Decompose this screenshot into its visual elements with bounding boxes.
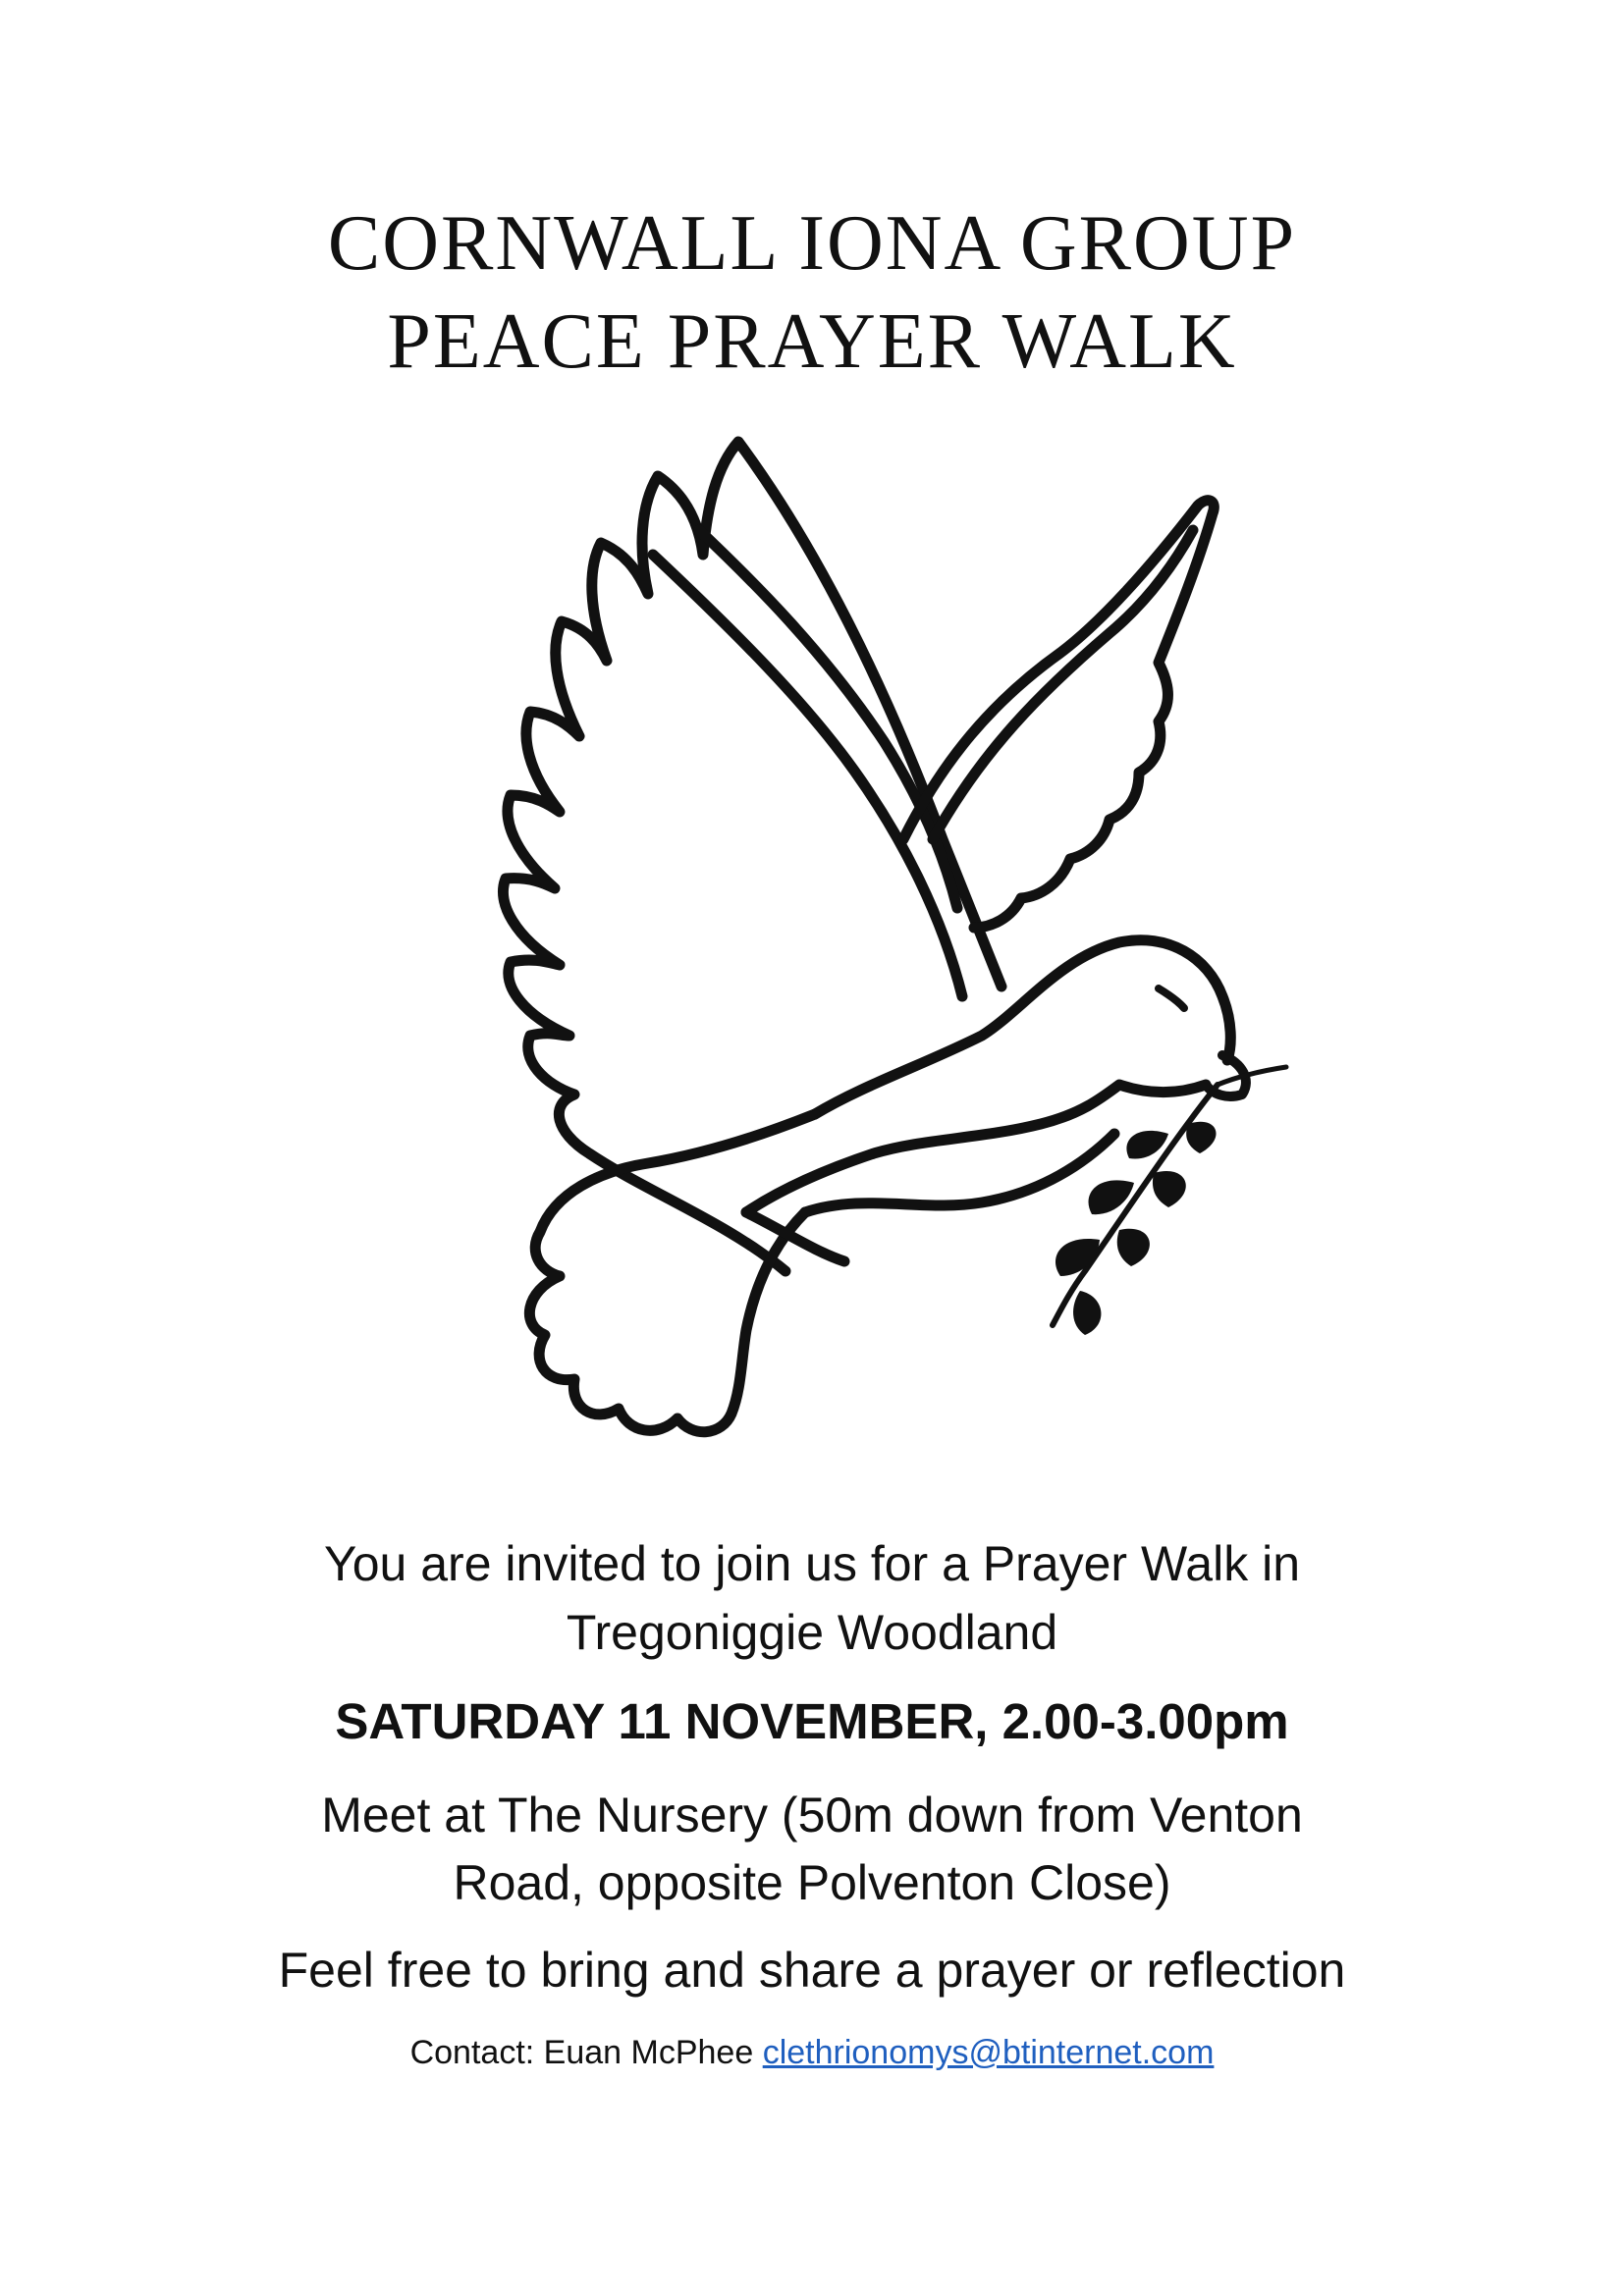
dove-right-wing-inner-line	[933, 530, 1193, 839]
meeting-point-line-1: Meet at The Nursery (50m down from Venton	[321, 1788, 1303, 1842]
flyer-title-line-2: PEACE PRAYER WALK	[387, 298, 1237, 385]
dove-with-olive-branch-icon	[353, 407, 1296, 1458]
share-note: Feel free to bring and share a prayer or reflection	[278, 1943, 1346, 1998]
meeting-point-line-2: Road, opposite Polventon Close)	[453, 1855, 1171, 1910]
olive-leaf	[1117, 1229, 1150, 1266]
olive-leaf	[1153, 1171, 1186, 1207]
contact-line	[0, 2036, 1624, 2069]
dove-underbelly-line	[805, 1134, 1114, 1212]
olive-branch-tip	[1218, 1067, 1286, 1085]
olive-leaf	[1056, 1239, 1100, 1276]
event-date-time: SATURDAY 11 NOVEMBER, 2.00-3.00pm	[335, 1693, 1289, 1749]
contact-label: Contact: Euan McPhee	[409, 2034, 754, 2071]
flyer-title-line-1: CORNWALL IONA GROUP	[327, 200, 1297, 287]
olive-leaf	[1186, 1122, 1216, 1153]
olive-leaf	[1073, 1291, 1101, 1335]
contact-email-link[interactable]: clethrionomys@btinternet.com	[762, 2034, 1215, 2071]
olive-branch-stem	[1053, 1085, 1218, 1325]
invitation-line-2: Tregoniggie Woodland	[566, 1605, 1058, 1660]
invitation-line-1: You are invited to join us for a Prayer Walk in	[323, 1536, 1301, 1591]
dove-tail-outline	[529, 1114, 815, 1432]
dove-eye	[1159, 988, 1184, 1008]
